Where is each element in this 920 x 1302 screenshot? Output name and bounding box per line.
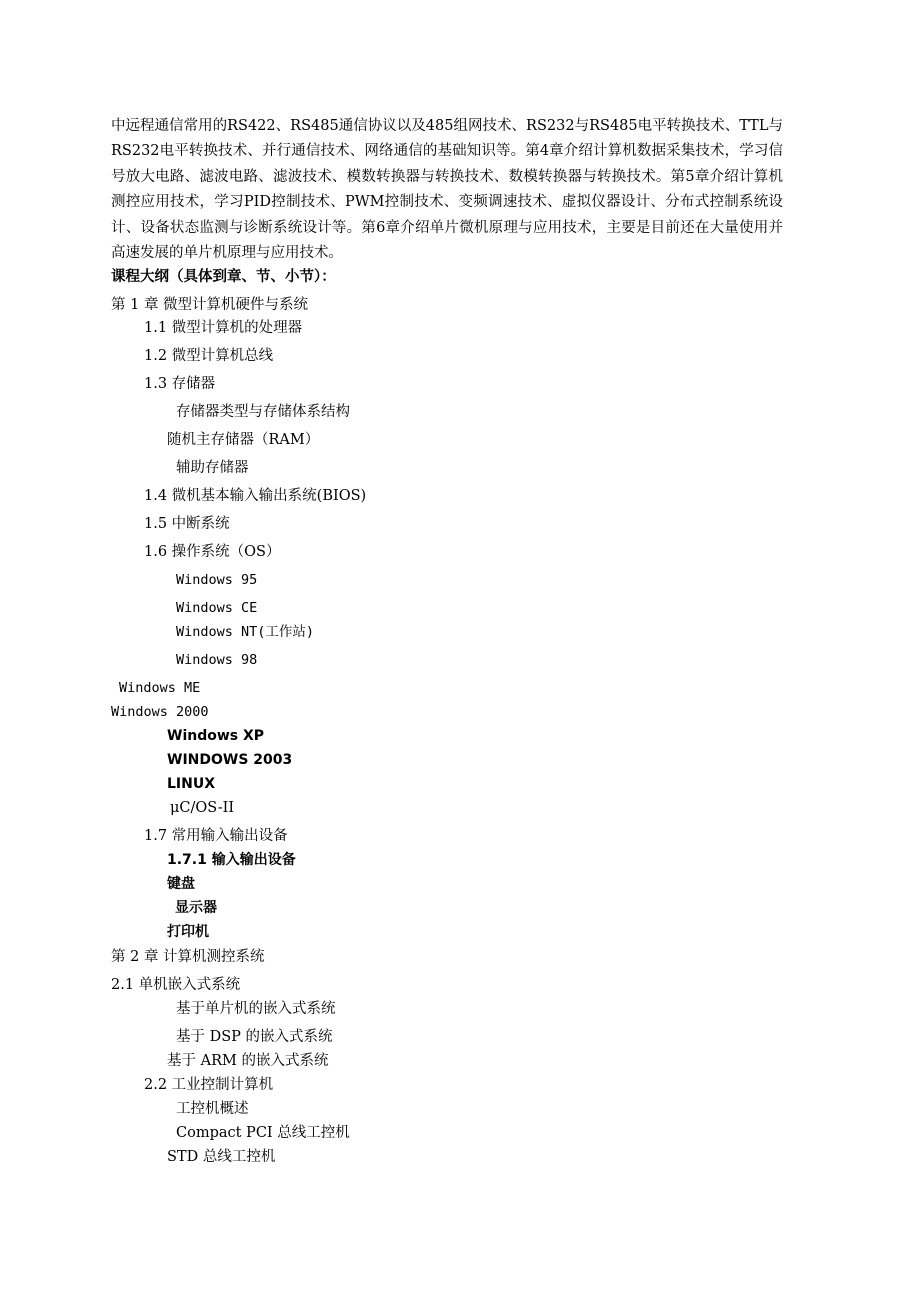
device-display: 显示器 bbox=[175, 900, 217, 916]
os-ucos: μC/OS-II bbox=[170, 800, 235, 816]
os-windows-2000: Windows 2000 bbox=[111, 704, 209, 720]
os-windows-2003: WINDOWS 2003 bbox=[167, 752, 293, 768]
intro-paragraph: 中远程通信常用的RS422、RS485通信协议以及485组网技术、RS232与RS485电平转换技术、TTL与RS232电平转换技术、并行通信技术、网络通信的基础知识等。第4章介绍计算机数据采集技术，学习信号放大电路、滤波电路、滤波技术、模数转换器与转换技术、数模转换器与转换技术。第5章介绍计算机测控应用技术，学习PID控制技术、PWM控制技术、变频调速技术、虚拟仪器设计、分布式控制系统设计、设备状态监测与诊断系统设计等。第6章介绍单片微机原理与应用技术，主要是目前还在大量使用并高速发展的单片机原理与应用技术。 bbox=[111, 118, 783, 262]
chapter-2-title: 第 2 章 计算机测控系统 bbox=[111, 949, 265, 965]
item-arm-embedded: 基于 ARM 的嵌入式系统 bbox=[167, 1053, 329, 1069]
section-1-1: 1.1 微型计算机的处理器 bbox=[144, 320, 303, 336]
os-linux: LINUX bbox=[167, 776, 216, 792]
section-1-3: 1.3 存储器 bbox=[144, 376, 216, 392]
item-ram: 随机主存储器（RAM） bbox=[167, 432, 320, 448]
os-windows-me: Windows ME bbox=[119, 680, 201, 696]
section-1-7-1: 1.7.1 输入输出设备 bbox=[167, 852, 296, 868]
os-windows-ce: Windows CE bbox=[176, 600, 258, 616]
item-ipc-overview: 工控机概述 bbox=[176, 1101, 249, 1117]
os-windows-nt: Windows NT(工作站) bbox=[176, 624, 315, 640]
item-dsp-embedded: 基于 DSP 的嵌入式系统 bbox=[176, 1029, 333, 1045]
item-storage-types: 存储器类型与存储体系结构 bbox=[176, 404, 350, 420]
os-windows-98: Windows 98 bbox=[176, 652, 258, 668]
item-aux-storage: 辅助存储器 bbox=[176, 460, 249, 476]
device-keyboard: 键盘 bbox=[167, 876, 195, 892]
section-2-2: 2.2 工业控制计算机 bbox=[144, 1077, 274, 1093]
chapter-1-title: 第 1 章 微型计算机硬件与系统 bbox=[111, 297, 309, 313]
item-std-bus: STD 总线工控机 bbox=[167, 1149, 276, 1165]
section-2-1: 2.1 单机嵌入式系统 bbox=[111, 977, 241, 993]
item-mcu-embedded: 基于单片机的嵌入式系统 bbox=[176, 1001, 336, 1017]
section-1-4: 1.4 微机基本输入输出系统(BIOS) bbox=[144, 488, 367, 504]
device-printer: 打印机 bbox=[167, 924, 209, 940]
outline-heading: 课程大纲（具体到章、节、小节）： bbox=[111, 268, 336, 285]
section-1-6: 1.6 操作系统（OS） bbox=[144, 544, 281, 560]
os-windows-95: Windows 95 bbox=[176, 572, 258, 588]
section-1-7: 1.7 常用输入输出设备 bbox=[144, 828, 288, 844]
item-compact-pci: Compact PCI 总线工控机 bbox=[176, 1125, 350, 1141]
section-1-5: 1.5 中断系统 bbox=[144, 516, 230, 532]
os-windows-xp: Windows XP bbox=[167, 728, 265, 744]
section-1-2: 1.2 微型计算机总线 bbox=[144, 348, 274, 364]
